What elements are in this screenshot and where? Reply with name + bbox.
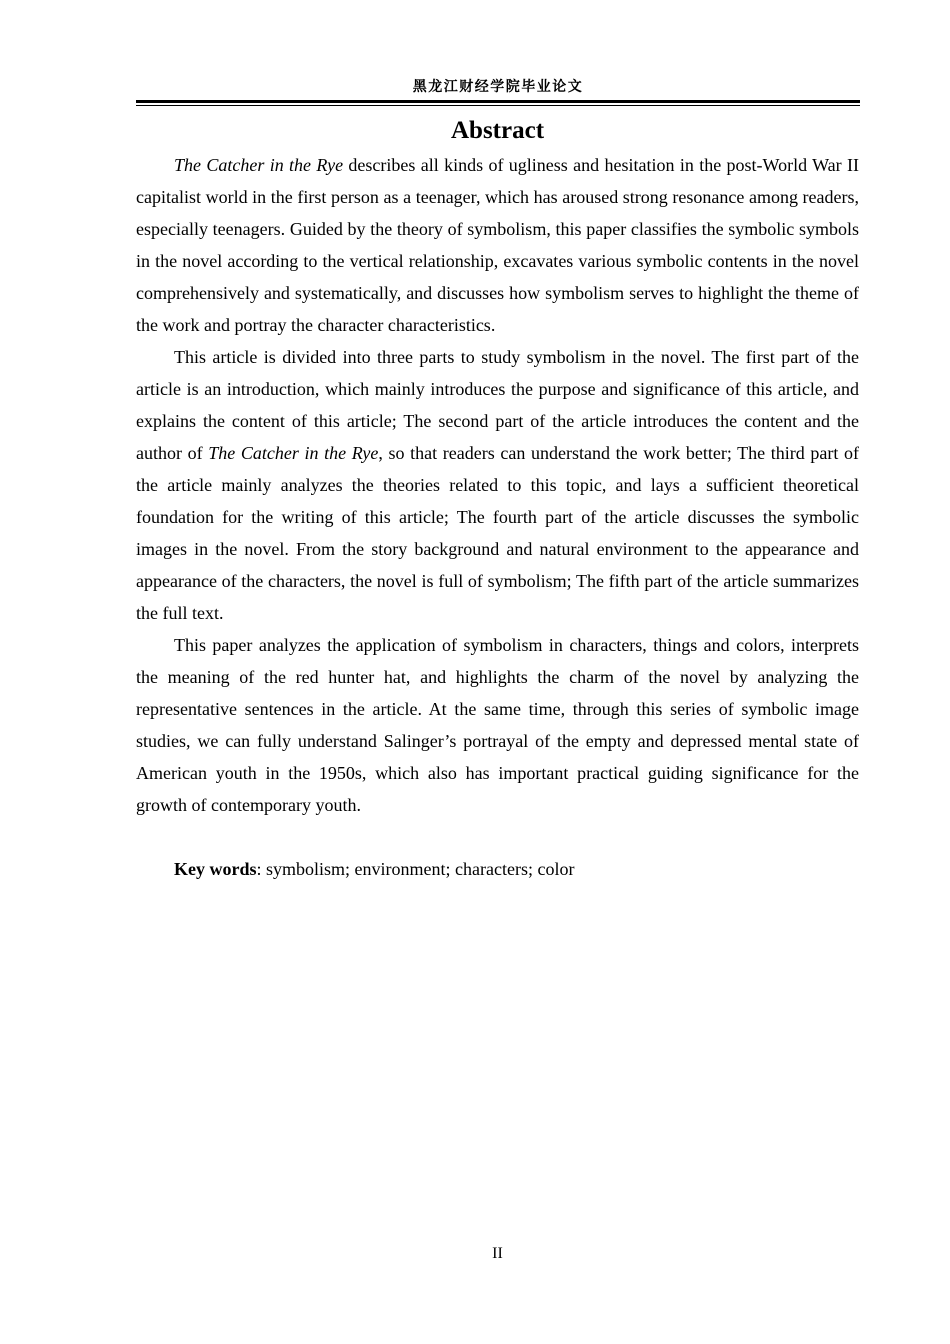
header-double-rule	[136, 100, 860, 106]
abstract-paragraph-1	[136, 149, 859, 341]
keywords-label: Key words	[174, 859, 257, 879]
keywords-line	[136, 853, 859, 885]
abstract-paragraph-3	[136, 629, 859, 821]
paragraph-2-text-after: , so that readers can understand the work better; The third part of the article mainly analyzes the theories related to this topic, and lays a sufficient theoretical foundation for the writing of this article; The fourth part of the article discusses the symbolic images in the novel. From the story background and natural environment to the appearance and appearance of the characters, the novel is full of symbolism; The fifth part of the article summarizes the full text.	[136, 443, 859, 623]
page-number: II	[492, 1245, 503, 1262]
paragraph-3-text: This paper analyzes the application of symbolism in characters, things and colors, interprets the meaning of the red hunter hat, and highlights the charm of the novel by analyzing the representative sentences in the article. At the same time, through this series of symbolic image studies, we can fully understand Salinger’s portrayal of the empty and depressed mental state of American youth in the 1950s, which also has important practical guiding significance for the growth of contemporary youth.	[136, 635, 859, 815]
book-title-italic: The Catcher in the Rye	[174, 155, 344, 175]
book-title-italic: The Catcher in the Rye	[208, 443, 379, 463]
abstract-title: Abstract	[450, 117, 545, 144]
abstract-paragraph-2	[136, 341, 859, 629]
paragraph-2-text-before: This article is divided into three parts to study symbolism in the novel. The first part of the article is an introduction, which mainly introduces the purpose and significance of this article, and explains the content of this article; The second part of the article introduces the content and the author of	[136, 347, 859, 463]
abstract-section	[136, 114, 859, 885]
paragraph-1-text: describes all kinds of ugliness and hesitation in the post-World War II capitalist world in the first person as a teenager, which has aroused strong resonance among readers, especially teenagers. Guided by the theory of symbolism, this paper classifies the symbolic symbols in the novel according to the vertical relationship, excavates various symbolic contents in the novel comprehensively and systematically, and discusses how symbolism serves to highlight the theme of the work and portray the character characteristics.	[136, 155, 859, 335]
keywords-value: symbolism; environment; characters; color	[266, 859, 575, 879]
keywords-separator: :	[256, 859, 267, 879]
running-header: 黑龙江财经学院毕业论文	[412, 79, 584, 95]
